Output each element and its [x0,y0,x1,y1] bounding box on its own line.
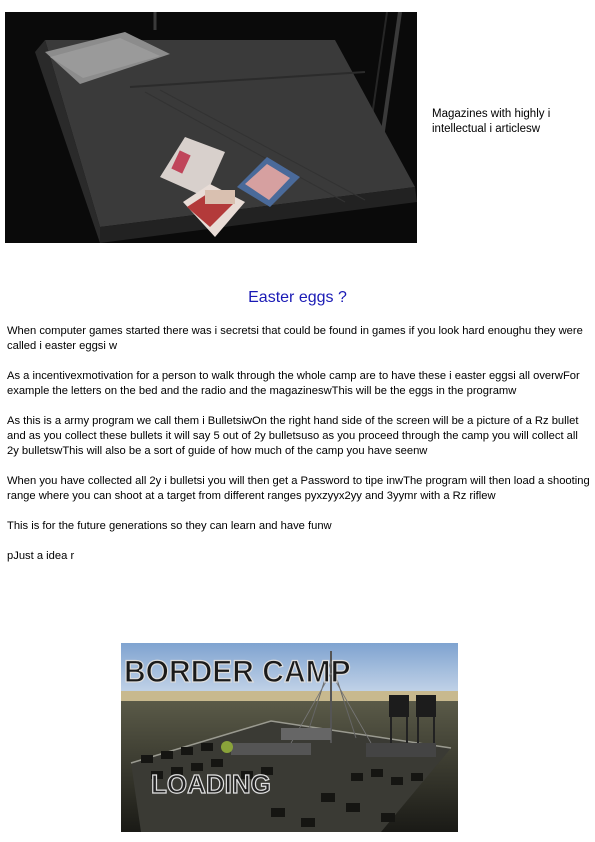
paragraph: When computer games started there was i secretsi that could be found in games if you look hard enoughu they were called i easter eggsi w [7,325,583,352]
paragraph: As this is a army program we call them i BulletsiwOn the right hand side of the screen will be a picture of a Rz bullet and as you collect these bullets it will say 5 out of 2y bulletsuso as you proceed through the camp you will collect all 2y bulletswThis will also be a sort of guide of how much of the camp you have seenw [7,415,579,457]
paragraph: When you have collected all 2y i bulletsi you will then get a Password to tipe inwThe program will then load a shooting range where you can shoot at a target from different ranges pyxzyyx2yy and 3yymr with a Rz riflew [7,475,590,502]
image-caption: Magazines with highly i intellectual i articlesw [432,108,551,135]
loading-label: LOADING [151,769,271,799]
bed-magazines-image [5,12,417,243]
loading-screen-image [121,643,458,832]
paragraph: This is for the future generations so they can learn and have funw [7,520,332,532]
paragraph: pJust a idea r [7,550,75,562]
paragraph: As a incentivexmotivation for a person to walk through the whole camp are to have these i easter eggsi all overwFor example the letters on the bed and the radio and the magazineswThis will be the eggs in the programw [7,370,580,397]
article-body [7,324,590,579]
game-title: BORDER CAMP [124,653,351,690]
page-heading: Easter eggs ? [248,289,347,306]
